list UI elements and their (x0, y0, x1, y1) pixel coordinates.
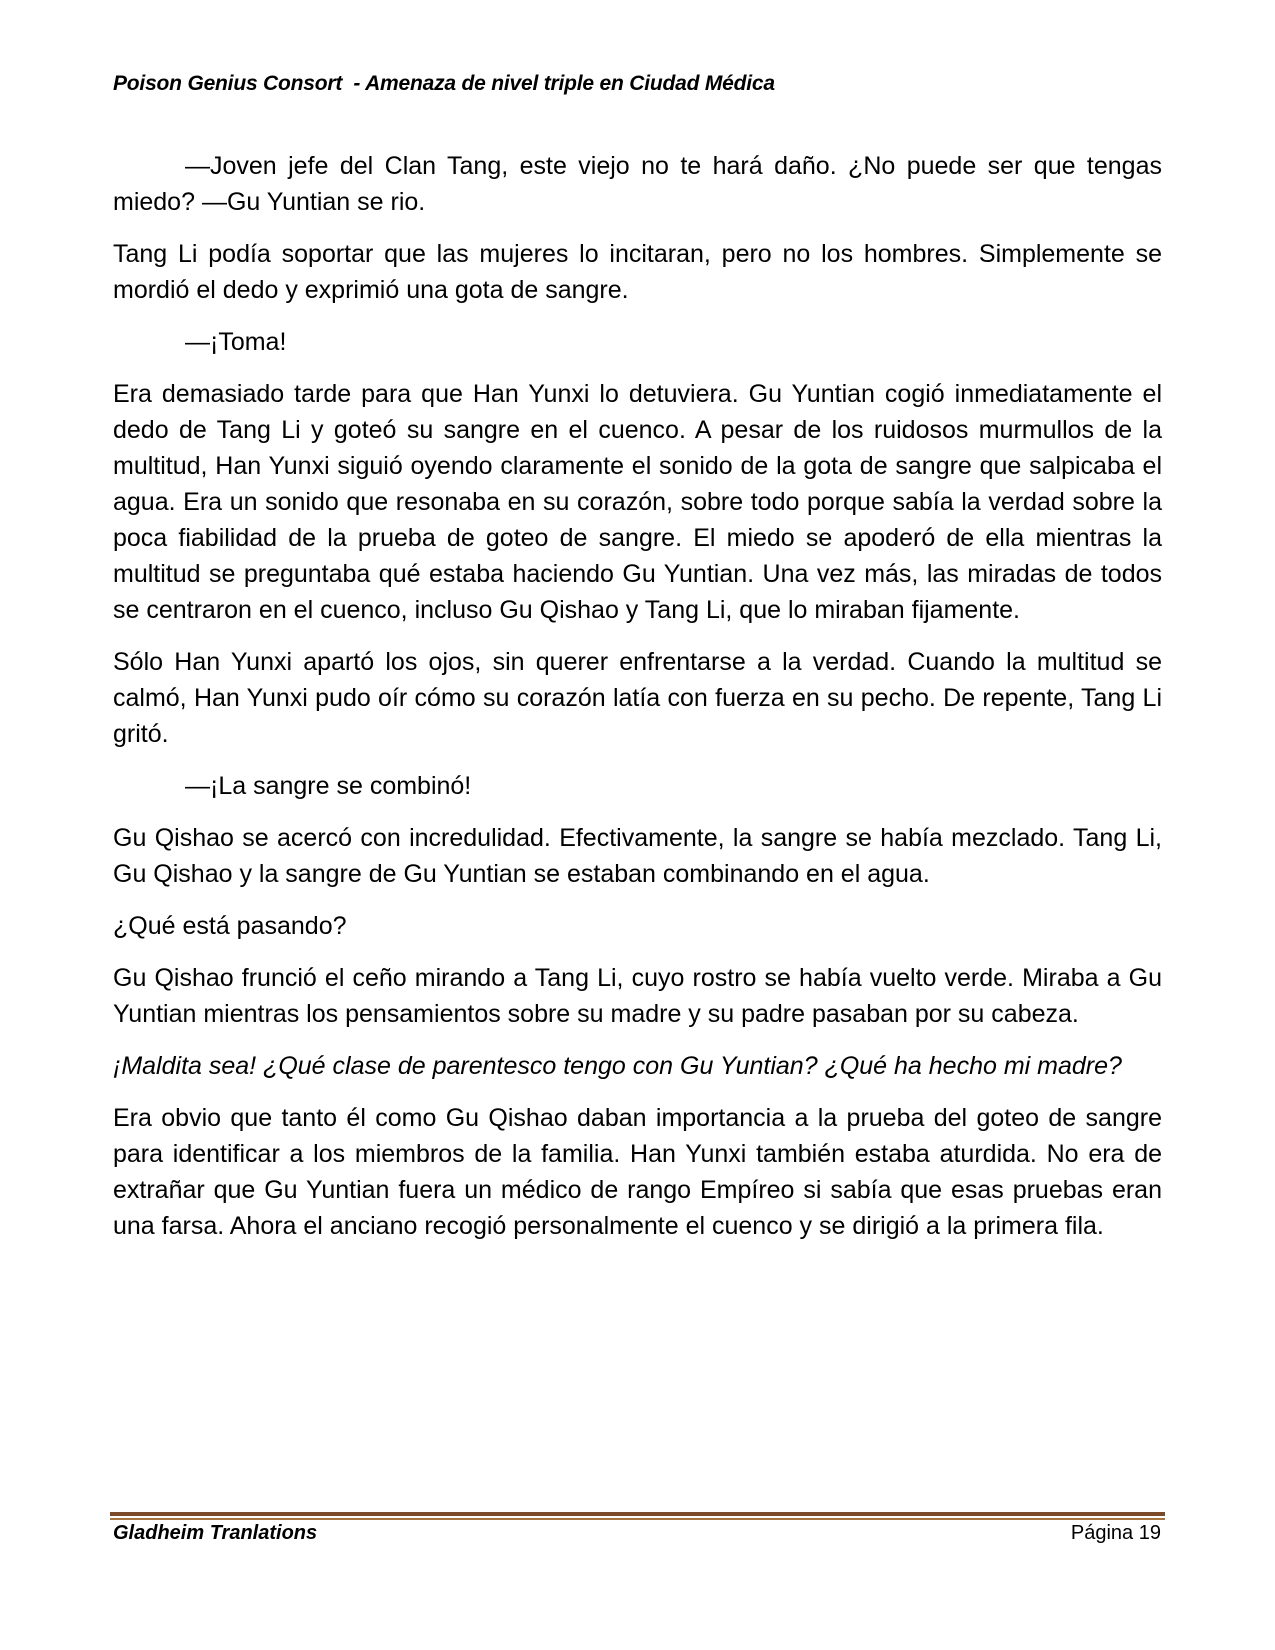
paragraph-3: —¡Toma! (185, 328, 287, 356)
paragraph-11: Era obvio que tanto él como Gu Qishao daban importancia a la prueba del goteo de sangre para identificar a los miembros de la familia. Han Yunxi también estaba aturdida. No era de extrañar que Gu Yuntian fuera un médico de rango Empíreo si sabía que esas pruebas eran una farsa. Ahora el anciano recogió personalmente el cuenco y se dirigió a la primera fila. (113, 1104, 1162, 1240)
footer-page-indicator (1071, 1522, 1161, 1545)
running-header: Poison Genius Consort - Amenaza de nivel triple en Ciudad Médica (113, 72, 775, 95)
paragraph-6: —¡La sangre se combinó! (185, 772, 472, 800)
paragraph-8: ¿Qué está pasando? (113, 912, 347, 940)
paragraph-7: Gu Qishao se acercó con incredulidad. Efectivamente, la sangre se había mezclado. Tang Li, Gu Qishao y la sangre de Gu Yuntian se estaban combinando en el agua. (113, 824, 1162, 888)
paragraph-9: Gu Qishao frunció el ceño mirando a Tang Li, cuyo rostro se había vuelto verde. Miraba a Gu Yuntian mientras los pensamientos sobre su madre y su padre pasaban por su cabeza. (113, 964, 1162, 1028)
page-label: Página (1070, 1522, 1134, 1544)
footer-divider-light (110, 1518, 1165, 1520)
page-number: 19 (1138, 1522, 1161, 1544)
paragraph-10: ¡Maldita sea! ¿Qué clase de parentesco tengo con Gu Yuntian? ¿Qué ha hecho mi madre? (113, 1052, 1122, 1080)
footer-publisher: Gladheim Tranlations (113, 1522, 318, 1544)
body-text (113, 148, 1162, 1260)
paragraph-2: Tang Li podía soportar que las mujeres lo incitaran, pero no los hombres. Simplemente se mordió el dedo y exprimió una gota de sangre. (113, 240, 1162, 304)
paragraph-4: Era demasiado tarde para que Han Yunxi lo detuviera. Gu Yuntian cogió inmediatamente el dedo de Tang Li y goteó su sangre en el cuenco. A pesar de los ruidosos murmullos de la multitud, Han Yunxi siguió oyendo claramente el sonido de la gota de sangre que salpicaba el agua. Era un sonido que resonaba en su corazón, sobre todo porque sabía la verdad sobre la poca fiabilidad de la prueba de goteo de sangre. El miedo se apoderó de ella mientras la multitud se preguntaba qué estaba haciendo Gu Yuntian. Una vez más, las miradas de todos se centraron en el cuenco, incluso Gu Qishao y Tang Li, que lo miraban fijamente. (113, 380, 1162, 624)
paragraph-5: Sólo Han Yunxi apartó los ojos, sin querer enfrentarse a la verdad. Cuando la multitud se calmó, Han Yunxi pudo oír cómo su corazón latía con fuerza en su pecho. De repente, Tang Li gritó. (113, 648, 1162, 748)
paragraph-1: —Joven jefe del Clan Tang, este viejo no te hará daño. ¿No puede ser que tengas miedo? —Gu Yuntian se rio. (113, 152, 1162, 216)
